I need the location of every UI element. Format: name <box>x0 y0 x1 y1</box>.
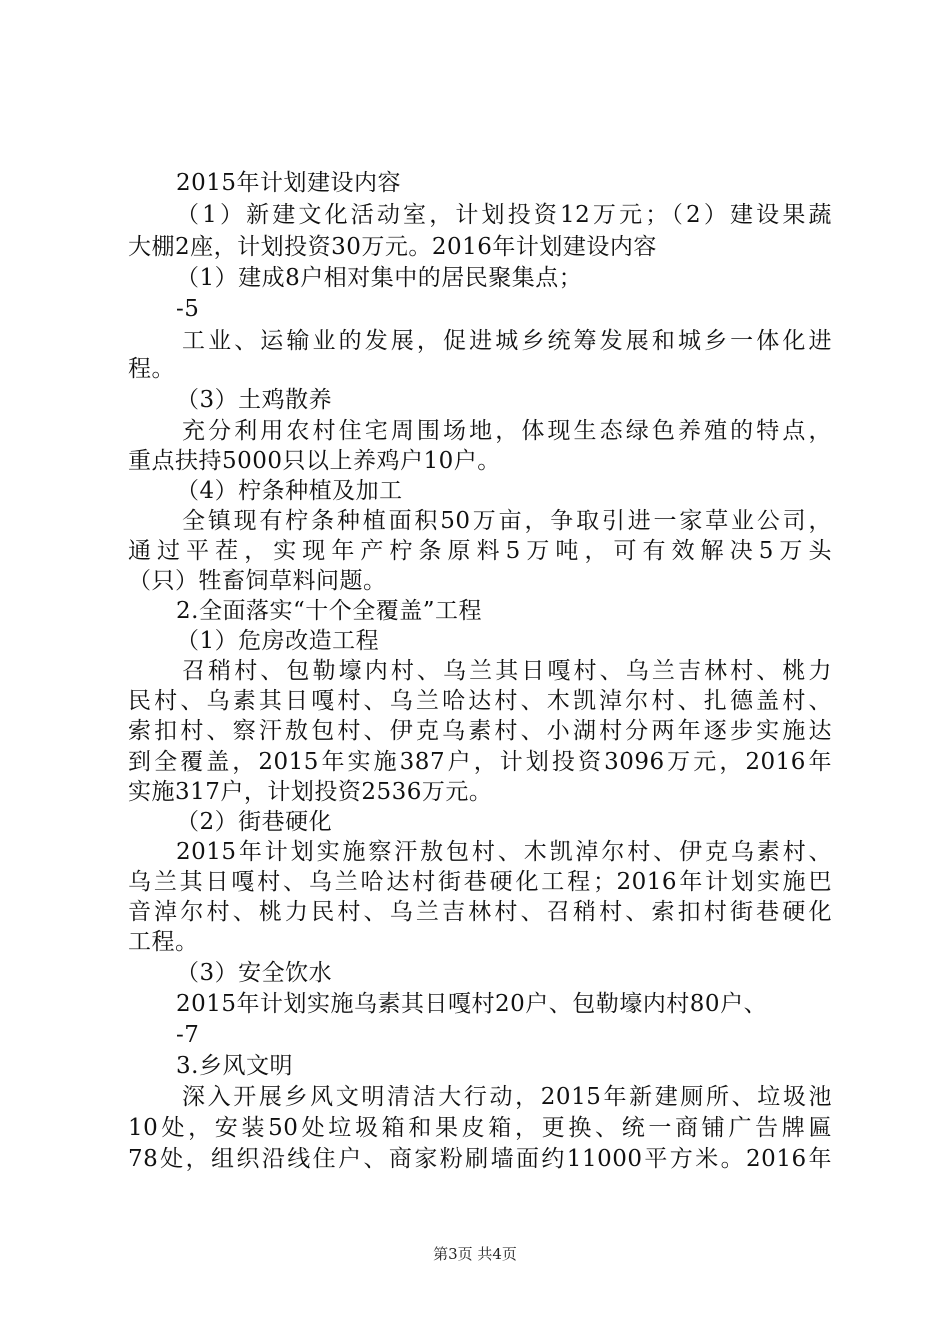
text-line: 10处，安装50处垃圾箱和果皮箱，更换、统一商铺广告牌匾 <box>128 1115 832 1141</box>
text-line: -5 <box>176 296 200 322</box>
text-line: （1）新建文化活动室，计划投资12万元；（2）建设果蔬 <box>176 202 832 228</box>
text-line: 工业、运输业的发展，促进城乡统筹发展和城乡一体化进 <box>182 328 832 354</box>
text-line: -7 <box>176 1022 200 1048</box>
text-line: 3.乡风文明 <box>176 1053 293 1079</box>
text-line: 78处，组织沿线住户、商家粉刷墙面约11000平方米。2016年 <box>128 1146 832 1172</box>
text-line: 2.全面落实“十个全覆盖”工程 <box>176 598 482 624</box>
text-line: 重点扶持5000只以上养鸡户10户。 <box>128 448 501 474</box>
text-line: （3）土鸡散养 <box>176 387 333 413</box>
text-line: 2015年计划实施乌素其日嘎村20户、包勒壕内村80户、 <box>176 991 768 1017</box>
text-line: （只）牲畜饲草料问题。 <box>128 568 387 594</box>
text-line: （2）街巷硬化 <box>176 809 333 835</box>
page-footer: 第3页 共4页 <box>433 1245 517 1263</box>
text-line: 到全覆盖，2015年实施387户，计划投资3096万元，2016年 <box>128 749 832 775</box>
text-line: （1）建成8户相对集中的居民聚集点； <box>176 265 583 291</box>
text-line: 2015年计划建设内容 <box>176 170 402 196</box>
text-line: （1）危房改造工程 <box>176 628 380 654</box>
text-line: 深入开展乡风文明清洁大行动，2015年新建厕所、垃圾池 <box>182 1084 832 1110</box>
text-line: 大棚2座，计划投资30万元。2016年计划建设内容 <box>128 234 657 260</box>
text-line: 实施317户，计划投资2536万元。 <box>128 779 493 805</box>
text-line: 工程。 <box>128 929 199 955</box>
text-line: （4）柠条种植及加工 <box>176 478 403 504</box>
text-line: 充分利用农村住宅周围场地，体现生态绿色养殖的特点， <box>182 418 832 444</box>
text-line: 音淖尔村、桃力民村、乌兰吉林村、召稍村、索扣村街巷硬化 <box>128 899 832 925</box>
text-line: 2015年计划实施察汗敖包村、木凯淖尔村、伊克乌素村、 <box>176 839 832 865</box>
text-line: 通过平茬，实现年产柠条原料5万吨，可有效解决5万头 <box>128 538 832 564</box>
text-line: 索扣村、察汗敖包村、伊克乌素村、小湖村分两年逐步实施达 <box>128 718 832 744</box>
text-line: 乌兰其日嘎村、乌兰哈达村街巷硬化工程；2016年计划实施巴 <box>128 869 832 895</box>
text-line: （3）安全饮水 <box>176 960 333 986</box>
text-line: 民村、乌素其日嘎村、乌兰哈达村、木凯淖尔村、扎德盖村、 <box>128 688 832 714</box>
text-line: 全镇现有柠条种植面积50万亩，争取引进一家草业公司， <box>182 508 832 534</box>
text-line: 程。 <box>128 356 175 382</box>
text-line: 召稍村、包勒壕内村、乌兰其日嘎村、乌兰吉林村、桃力 <box>182 658 832 684</box>
